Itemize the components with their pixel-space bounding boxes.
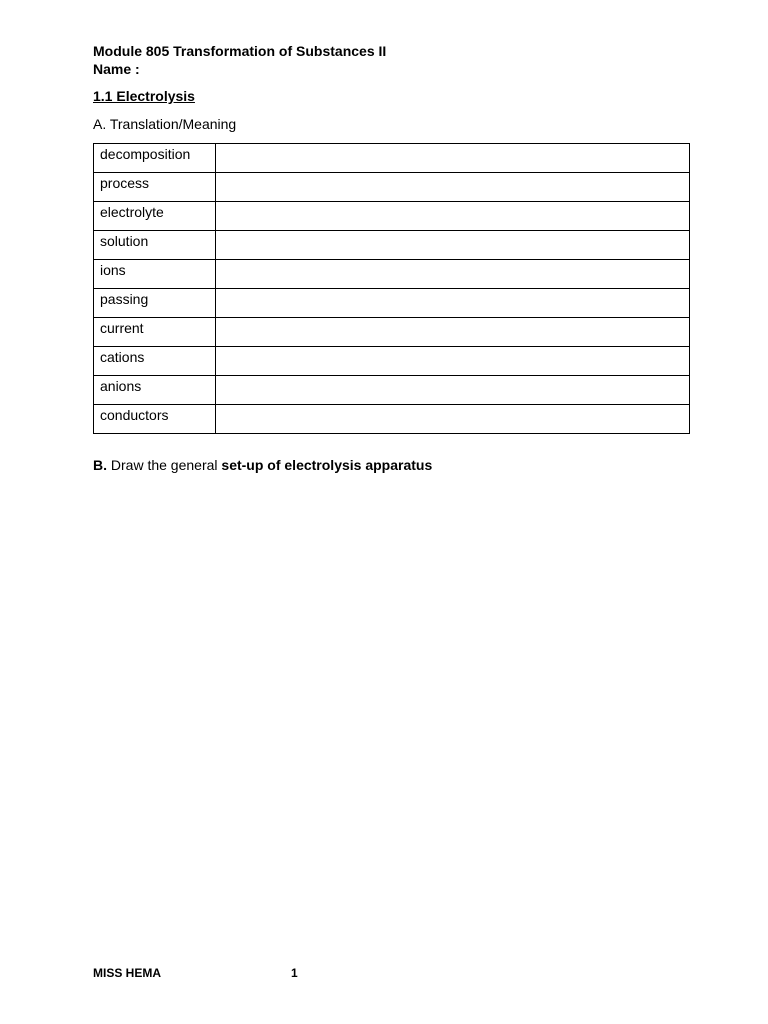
term-cell: solution <box>94 231 216 260</box>
footer-author: MISS HEMA <box>93 966 162 980</box>
term-cell: process <box>94 173 216 202</box>
term-cell: conductors <box>94 405 216 434</box>
part-b-instruction <box>93 456 432 474</box>
term-cell: anions <box>94 376 216 405</box>
table-row <box>94 260 690 289</box>
vocabulary-table <box>93 143 690 434</box>
table-row <box>94 231 690 260</box>
table-row <box>94 318 690 347</box>
meaning-cell <box>216 202 690 231</box>
meaning-cell <box>216 289 690 318</box>
term-cell: passing <box>94 289 216 318</box>
table-row <box>94 376 690 405</box>
document-header <box>93 42 386 78</box>
meaning-cell <box>216 318 690 347</box>
term-cell: current <box>94 318 216 347</box>
part-b-letter: B. <box>93 457 107 473</box>
table-row <box>94 173 690 202</box>
meaning-cell <box>216 231 690 260</box>
term-cell: ions <box>94 260 216 289</box>
table-row <box>94 289 690 318</box>
table-row <box>94 144 690 173</box>
name-label: Name : <box>93 61 140 77</box>
meaning-cell <box>216 260 690 289</box>
meaning-cell <box>216 347 690 376</box>
table-row <box>94 405 690 434</box>
meaning-cell <box>216 405 690 434</box>
meaning-cell <box>216 376 690 405</box>
meaning-cell <box>216 173 690 202</box>
table-row <box>94 347 690 376</box>
module-title: Module 805 Transformation of Substances II <box>93 43 387 59</box>
part-b-text: Draw the general <box>107 457 222 473</box>
part-b-emphasis: set-up of electrolysis apparatus <box>221 457 433 473</box>
term-cell: decomposition <box>94 144 216 173</box>
meaning-cell <box>216 144 690 173</box>
section-title: 1.1 Electrolysis <box>93 88 195 104</box>
term-cell: cations <box>94 347 216 376</box>
term-cell: electrolyte <box>94 202 216 231</box>
table-row <box>94 202 690 231</box>
footer-page-number: 1 <box>291 966 298 980</box>
part-a-label: A. Translation/Meaning <box>93 116 237 132</box>
